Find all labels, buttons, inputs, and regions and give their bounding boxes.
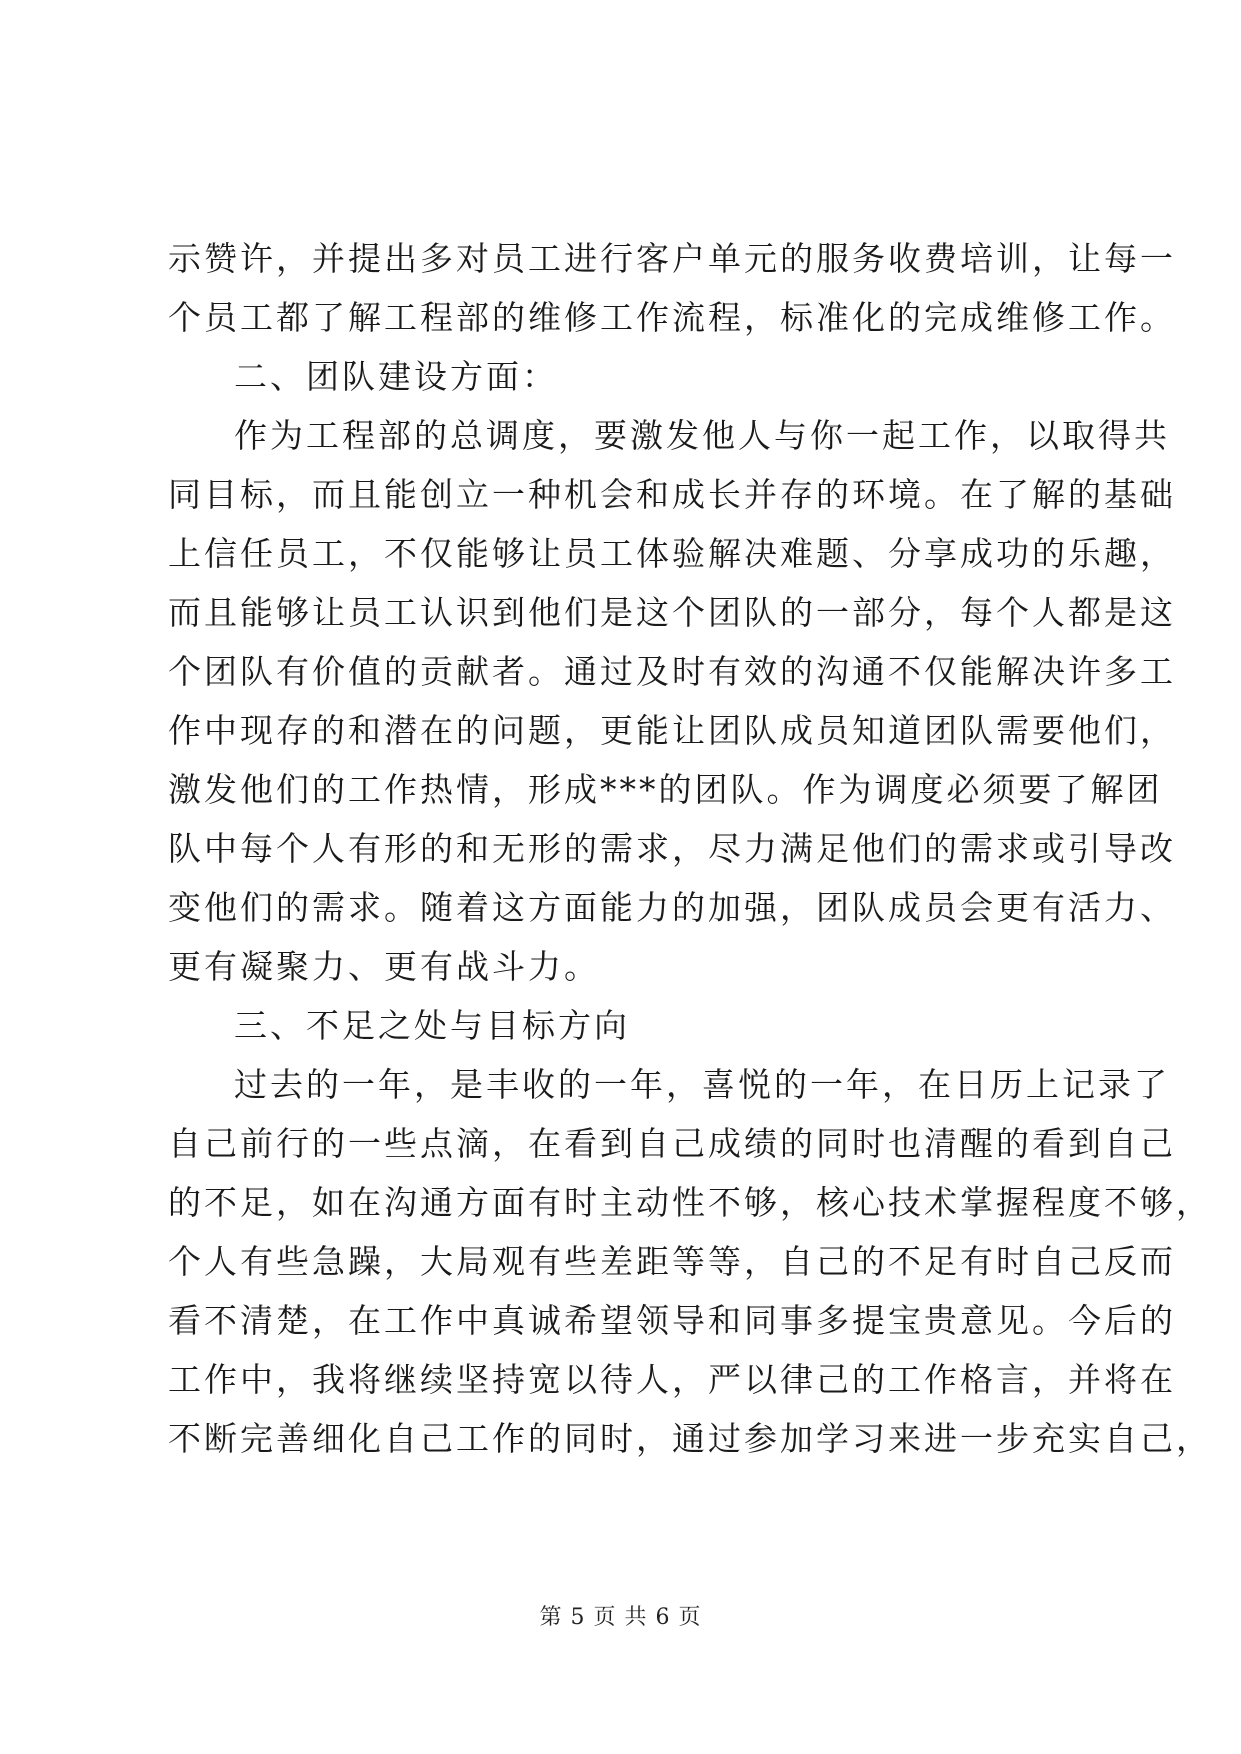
text-line-8: 个团队有价值的贡献者。通过及时有效的沟通不仅能解决许多工 [168,652,1176,691]
text-line-1: 示赞许，并提出多对员工进行客户单元的服务收费培训，让每一 [168,239,1176,278]
text-line-18: 个人有些急躁，大局观有些差距等等，自己的不足有时自己反而 [168,1242,1176,1281]
text-line-9: 作中现存的和潜在的问题，更能让团队成员知道团队需要他们， [168,711,1176,750]
text-line-15: 过去的一年，是丰收的一年，喜悦的一年，在日历上记录了 [234,1065,1170,1104]
body-text [168,229,1212,1468]
text-line-11: 队中每个人有形的和无形的需求，尽力满足他们的需求或引导改 [168,829,1176,868]
text-line-12: 变他们的需求。随着这方面能力的加强，团队成员会更有活力、 [168,888,1176,927]
text-line-7: 而且能够让员工认识到他们是这个团队的一部分，每个人都是这 [168,593,1176,632]
text-line-17: 的不足，如在沟通方面有时主动性不够，核心技术掌握程度不够， [168,1183,1212,1222]
text-line-20: 工作中，我将继续坚持宽以待人，严以律己的工作格言，并将在 [168,1360,1176,1399]
text-line-10: 激发他们的工作热情，形成***的团队。作为调度必须要了解团 [168,770,1163,809]
text-line-16: 自己前行的一些点滴，在看到自己成绩的同时也清醒的看到自己 [168,1124,1176,1163]
text-line-19: 看不清楚，在工作中真诚希望领导和同事多提宝贵意见。今后的 [168,1301,1176,1340]
page-number-footer: 第 5 页 共 6 页 [539,1605,702,1630]
text-line-5: 同目标，而且能创立一种机会和成长并存的环境。在了解的基础 [168,475,1176,514]
text-line-13: 更有凝聚力、更有战斗力。 [168,947,600,986]
text-line-4: 作为工程部的总调度，要激发他人与你一起工作，以取得共 [234,416,1170,455]
text-line-6: 上信任员工，不仅能够让员工体验解决难题、分享成功的乐趣， [168,534,1176,573]
section-heading-shortcomings: 三、不足之处与目标方向 [234,1006,630,1045]
text-line-2: 个员工都了解工程部的维修工作流程，标准化的完成维修工作。 [168,298,1176,337]
section-heading-team-building: 二、团队建设方面： [234,357,558,396]
text-line-21: 不断完善细化自己工作的同时，通过参加学习来进一步充实自己， [168,1419,1212,1458]
